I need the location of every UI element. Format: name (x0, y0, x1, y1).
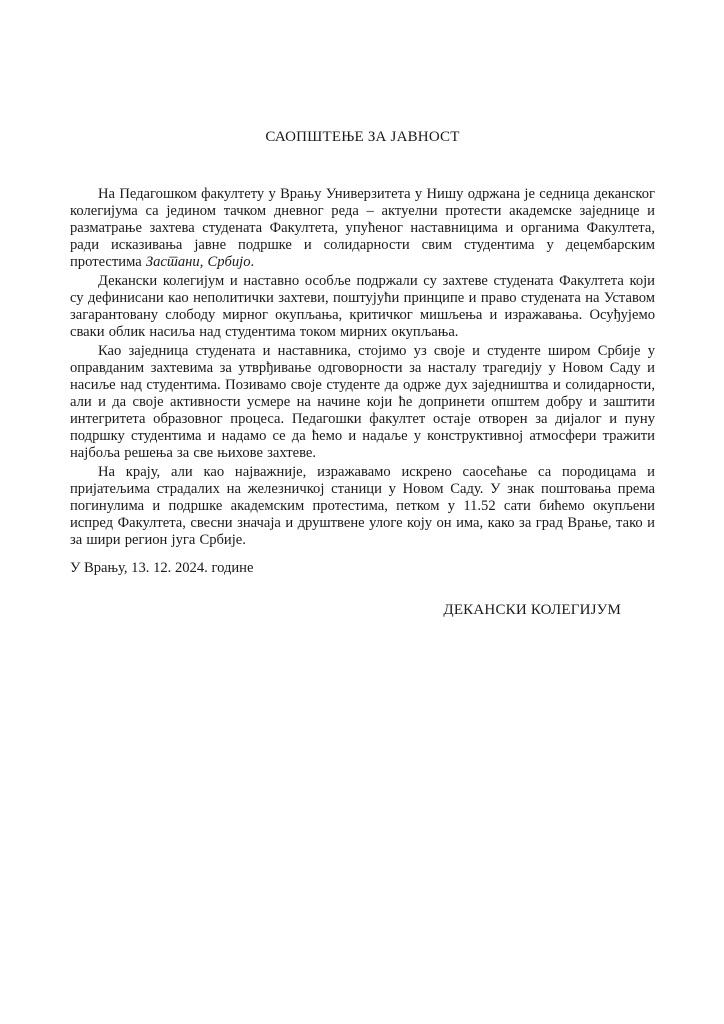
paragraph-1-emphasis: Застани, Србијо (145, 254, 251, 270)
paragraph-1-lead: На Педагошком факултету у Врању Универзитета у Нишу одржана је седница деканског колегијума са једином тачком дневног реда – актуелни протести академске заједнице и разматрање захтева студената Факултета, упућеног наставницима и органима Факултета, ради исказивања јавне подршке и солидарности свим студентима у децембарским протестима (70, 186, 655, 270)
paragraph-4 (70, 464, 655, 549)
paragraph-3-lead: Као заједница студената и наставника, стојимо уз своје и студенте широм Србије у оправданим захтевима за утврђивање одговорности за насталу трагедију у Новом Саду и насиље над студентима. Позивамо своје студенте да одрже дух заједништва и солидарности, али и да своје активности усмере на начине који ће допринети општем добру и заштити интегритета образовног процеса. Педагошки факултет остаје отворен за дијалог и пуну подршку студентима и надамо се да ћемо и надаље у конструктивној атмосфери тражити најбоља решења за све њихове захтеве. (70, 343, 655, 461)
paragraph-1-tail: . (250, 254, 255, 270)
paragraph-3 (70, 343, 655, 462)
dateline: У Врању, 13. 12. 2024. године (70, 560, 254, 576)
document-title: САОПШТЕЊЕ ЗА ЈАВНОСТ (265, 129, 460, 145)
paragraph-2 (70, 273, 655, 341)
paragraph-4-lead: На крају, али као најважније, изражавамо искрено саосећање са породицама и пријатељима страдалих на железничкој станици у Новом Саду. У знак поштовања према погинулима и подршке академским протестима, петком у 11.52 сати бићемо окупљени испред Факултета, свесни значаја и друштвене улоге коју он има, како за град Врање, тако и за шири регион југа Србије. (70, 464, 655, 548)
signature: ДЕКАНСКИ КОЛЕГИЈУМ (443, 602, 621, 618)
paragraph-2-lead: Декански колегијум и наставно особље подржали су захтеве студената Факултета који су дефинисани као неполитички захтеви, поштујући принципе и право студената на Уставом загарантовану слободу мирног окупљања, критичког мишљења и изражавања. Осуђујемо сваки облик насиља над студентима током мирних окупљања. (70, 273, 655, 340)
paragraph-1 (70, 186, 655, 271)
